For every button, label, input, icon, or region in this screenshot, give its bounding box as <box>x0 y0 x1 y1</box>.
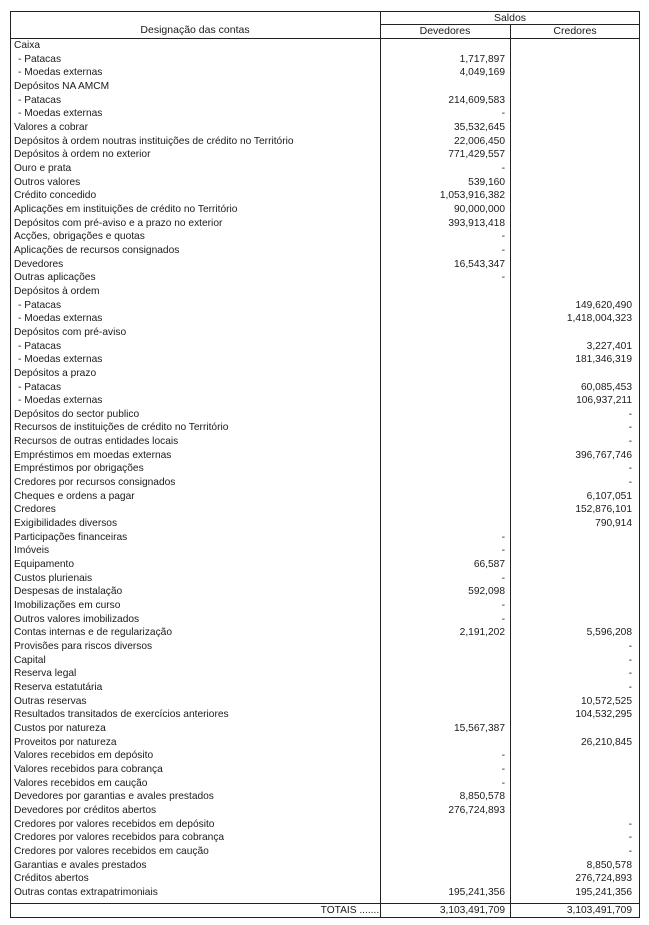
credit-value: 790,914 <box>595 518 632 530</box>
credit-value: 149,620,490 <box>575 299 632 311</box>
account-name: Cheques e ordens a pagar <box>14 490 135 502</box>
credit-value: 195,241,356 <box>575 886 632 898</box>
account-name: Imóveis <box>14 545 50 557</box>
totals-debit: 3,103,491,709 <box>439 905 505 916</box>
account-name: Provisões para riscos diversos <box>14 641 153 653</box>
account-name: Depósitos com pré-aviso <box>14 326 127 338</box>
table-row <box>10 695 640 709</box>
table-row <box>10 39 640 53</box>
table-row <box>10 367 640 381</box>
account-name: Custos plurienais <box>14 572 93 584</box>
account-name: Credores por valores recebidos em depósito <box>14 818 215 830</box>
account-name: Depósitos à ordem noutras instituições de crédito no Território <box>14 135 294 147</box>
account-name: Aplicações de recursos consignados <box>14 244 180 256</box>
credit-value: - <box>628 641 632 653</box>
totals-label: TOTAIS ........ <box>320 905 382 916</box>
totals-credit: 3,103,491,709 <box>566 905 632 916</box>
table-row <box>10 763 640 777</box>
credit-value: - <box>628 668 632 680</box>
table-row <box>10 708 640 722</box>
credit-value: 26,210,845 <box>581 736 632 748</box>
account-name: Contas internas e de regularização <box>14 627 173 639</box>
account-name: - Moedas externas <box>18 67 103 79</box>
account-name: Despesas de instalação <box>14 586 123 598</box>
debit-value: - <box>501 750 505 762</box>
table-row <box>10 613 640 627</box>
credit-value: - <box>628 463 632 475</box>
table-row <box>10 408 640 422</box>
table-row <box>10 312 640 326</box>
account-name: - Moedas externas <box>18 313 103 325</box>
account-name: Depósitos a prazo <box>14 367 97 379</box>
credit-value: - <box>628 422 632 434</box>
account-name: Proveitos por natureza <box>14 736 117 748</box>
credit-value: 181,346,319 <box>575 354 632 366</box>
account-name: Recursos de instituições de crédito no Território <box>14 422 229 434</box>
account-name: Capital <box>14 654 46 666</box>
table-row <box>10 736 640 750</box>
credit-value: 1,418,004,323 <box>566 313 632 325</box>
credit-value: 104,532,295 <box>575 709 632 721</box>
credit-value: - <box>628 654 632 666</box>
account-name: Valores a cobrar <box>14 121 88 133</box>
account-name: - Patacas <box>18 53 62 65</box>
table-row <box>10 654 640 668</box>
account-name: - Moedas externas <box>18 395 103 407</box>
table-row <box>10 53 640 67</box>
table-row <box>10 258 640 272</box>
table-row <box>10 790 640 804</box>
account-name: Créditos abertos <box>14 873 89 885</box>
account-name: Credores por recursos consignados <box>14 477 176 489</box>
table-row <box>10 381 640 395</box>
table-row <box>10 244 640 258</box>
table-row <box>10 626 640 640</box>
table-row <box>10 462 640 476</box>
account-name: - Moedas externas <box>18 108 103 120</box>
account-name: Valores recebidos para cobrança <box>14 763 163 775</box>
table-row <box>10 845 640 859</box>
credit-value: - <box>628 436 632 448</box>
account-name: Crédito concedido <box>14 190 97 202</box>
credit-value: - <box>628 477 632 489</box>
table-row <box>10 148 640 162</box>
account-name: Devedores por créditos abertos <box>14 804 157 816</box>
account-name: Outras reservas <box>14 695 87 707</box>
table-row <box>10 135 640 149</box>
table-row <box>10 804 640 818</box>
table-row <box>10 503 640 517</box>
debit-value: 16,543,347 <box>454 258 505 270</box>
account-name: Equipamento <box>14 559 75 571</box>
table-row <box>10 449 640 463</box>
table-row <box>10 490 640 504</box>
account-name: Empréstimos por obrigações <box>14 463 144 475</box>
table-row <box>10 585 640 599</box>
header-credit: Credores <box>553 25 597 37</box>
credit-value: - <box>628 832 632 844</box>
table-row <box>10 326 640 340</box>
account-name: Exigibilidades diversos <box>14 518 118 530</box>
account-name: Credores por valores recebidos em caução <box>14 845 209 857</box>
account-name: Empréstimos em moedas externas <box>14 449 172 461</box>
table-row <box>10 353 640 367</box>
account-name: Valores recebidos em caução <box>14 777 148 789</box>
credit-value: - <box>628 845 632 857</box>
table-row <box>10 94 640 108</box>
table-row <box>10 818 640 832</box>
table-row <box>10 271 640 285</box>
credit-value: 396,767,746 <box>575 449 632 461</box>
table-row <box>10 886 640 900</box>
table-row <box>10 558 640 572</box>
table-row <box>10 230 640 244</box>
debit-value: 539,160 <box>468 176 505 188</box>
account-name: Outras aplicações <box>14 272 96 284</box>
account-name: Depósitos com pré-aviso e a prazo no exterior <box>14 217 223 229</box>
table-row <box>10 80 640 94</box>
account-name: Credores <box>14 504 56 516</box>
credit-value: - <box>628 408 632 420</box>
debit-value: 8,850,578 <box>459 791 505 803</box>
table-row <box>10 340 640 354</box>
account-name: Credores por valores recebidos para cobrança <box>14 832 225 844</box>
table-row <box>10 872 640 886</box>
debit-value: - <box>501 763 505 775</box>
debit-value: - <box>501 108 505 120</box>
account-name: Devedores por garantias e avales prestados <box>14 791 214 803</box>
debit-value: 90,000,000 <box>454 203 505 215</box>
account-name: - Patacas <box>18 340 62 352</box>
account-name: Reserva legal <box>14 668 77 680</box>
header-account-designation: Designação das contas <box>140 24 250 36</box>
debit-value: - <box>501 162 505 174</box>
account-name: Participações financeiras <box>14 531 128 543</box>
debit-value: - <box>501 244 505 256</box>
debit-value: - <box>501 572 505 584</box>
account-name: - Patacas <box>18 94 62 106</box>
account-name: Outros valores imobilizados <box>14 613 140 625</box>
table-row <box>10 722 640 736</box>
table-row <box>10 299 640 313</box>
account-name: Depósitos à ordem no exterior <box>14 149 151 161</box>
account-name: Custos por natureza <box>14 723 106 734</box>
account-name: Devedores <box>14 258 64 270</box>
table-row <box>10 203 640 217</box>
debit-value: - <box>501 272 505 284</box>
table-row <box>10 831 640 845</box>
debit-value: - <box>501 231 505 243</box>
credit-value: 60,085,453 <box>581 381 632 393</box>
table-row <box>10 859 640 873</box>
account-name: Recursos de outras entidades locais <box>14 436 179 448</box>
account-name: - Patacas <box>18 299 62 311</box>
debit-value: 2,191,202 <box>459 627 505 639</box>
account-name: Acções, obrigações e quotas <box>14 231 145 243</box>
account-name: Reserva estatutária <box>14 682 103 694</box>
account-name: Depósitos do sector publico <box>14 408 140 420</box>
table-row <box>10 107 640 121</box>
debit-value: 22,006,450 <box>454 135 505 147</box>
debit-value: 276,724,893 <box>448 804 505 816</box>
table-row <box>10 66 640 80</box>
debit-value: 592,098 <box>468 586 505 598</box>
account-name: Caixa <box>14 40 41 51</box>
table-row <box>10 176 640 190</box>
credit-value: 10,572,525 <box>581 695 632 707</box>
credit-value: 8,850,578 <box>586 859 632 871</box>
table-row <box>10 681 640 695</box>
table-row <box>10 435 640 449</box>
account-name: Outros valores <box>14 176 81 188</box>
header-debit: Devedores <box>419 25 471 37</box>
credit-value: 5,596,208 <box>586 627 632 639</box>
account-name: Resultados transitados de exercícios anteriores <box>14 709 229 721</box>
table-row <box>10 640 640 654</box>
account-name: Garantias e avales prestados <box>14 859 147 871</box>
table-row <box>10 749 640 763</box>
header-balances: Saldos <box>493 12 527 24</box>
totals-row <box>10 904 640 917</box>
debit-value: - <box>501 613 505 625</box>
debit-value: - <box>501 600 505 612</box>
debit-value: 66,587 <box>473 559 505 571</box>
debit-value: 195,241,356 <box>448 886 505 898</box>
credit-value: 152,876,101 <box>575 504 632 516</box>
table-row <box>10 162 640 176</box>
table-row <box>10 217 640 231</box>
table-row <box>10 476 640 490</box>
table-row <box>10 189 640 203</box>
debit-value: 771,429,557 <box>448 149 505 161</box>
account-name: Valores recebidos em depósito <box>14 750 154 762</box>
debit-value: 1,053,916,382 <box>439 190 505 202</box>
debit-value: 214,609,583 <box>448 94 505 106</box>
debit-value: 15,567,387 <box>454 723 505 734</box>
table-row <box>10 531 640 545</box>
table-row <box>10 517 640 531</box>
credit-value: - <box>628 818 632 830</box>
debit-value: 1,717,897 <box>459 53 505 65</box>
debit-value: 35,532,645 <box>454 121 505 133</box>
table-row <box>10 599 640 613</box>
account-name: - Patacas <box>18 381 62 393</box>
credit-value: - <box>628 682 632 694</box>
table-row <box>10 285 640 299</box>
debit-value: 393,913,418 <box>448 217 505 229</box>
account-name: Outras contas extrapatrimoniais <box>14 886 158 898</box>
credit-value: 3,227,401 <box>586 340 632 352</box>
credit-value: 276,724,893 <box>575 873 632 885</box>
account-name: - Moedas externas <box>18 354 103 366</box>
credit-value: 106,937,211 <box>576 395 632 407</box>
account-name: Aplicações em instituições de crédito no Território <box>14 203 238 215</box>
debit-value: - <box>501 531 505 543</box>
table-row <box>10 544 640 558</box>
credit-value: 6,107,051 <box>586 490 632 502</box>
debit-value: - <box>501 777 505 789</box>
account-name: Depósitos NA AMCM <box>14 80 110 92</box>
account-name: Imobilizações em curso <box>14 600 121 612</box>
debit-value: - <box>501 545 505 557</box>
table-row <box>10 421 640 435</box>
account-name: Depósitos à ordem <box>14 285 100 297</box>
account-name: Ouro e prata <box>14 162 72 174</box>
debit-value: 4,049,169 <box>459 67 505 79</box>
balance-sheet <box>10 11 640 918</box>
table-row <box>10 121 640 135</box>
table-row <box>10 572 640 586</box>
table-row <box>10 667 640 681</box>
table-row <box>10 777 640 791</box>
table-row <box>10 394 640 408</box>
